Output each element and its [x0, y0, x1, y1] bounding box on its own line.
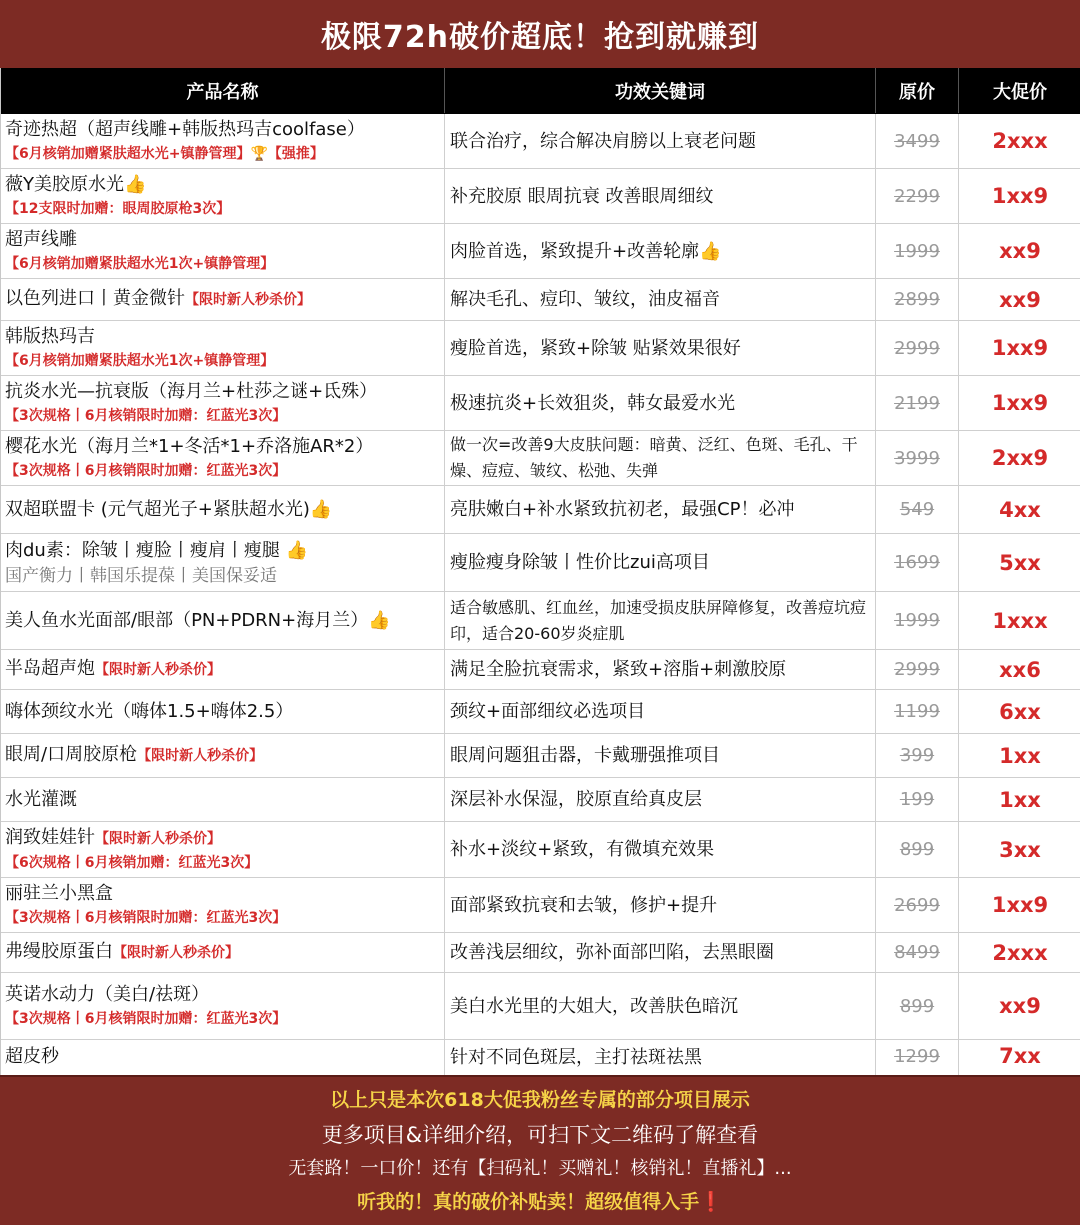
sale-price-cell — [959, 534, 1080, 591]
product-cell — [1, 592, 445, 649]
keywords-cell — [445, 486, 876, 533]
product-name: 樱花水光（海月兰*1+冬活*1+乔洛施AR*2） — [5, 436, 374, 457]
original-price-cell — [876, 690, 959, 733]
product-cell — [1, 822, 445, 877]
keywords-cell — [445, 534, 876, 591]
product-name: 薇Y美胶原水光👍 — [5, 174, 147, 195]
table-row — [1, 376, 1080, 431]
product-promo: 【6月核销加赠紧肤超水光+镇静管理】🏆【强推】 — [5, 146, 324, 162]
sale-price: xx9 — [999, 994, 1041, 1018]
sale-price-cell — [959, 169, 1080, 223]
sale-price: 2xx9 — [991, 446, 1049, 470]
product-cell — [1, 169, 445, 223]
product-cell — [1, 933, 445, 972]
product-cell — [1, 878, 445, 932]
sale-price: 5xx — [999, 550, 1041, 575]
table-row — [1, 431, 1080, 486]
keywords-cell — [445, 878, 876, 932]
keywords-cell — [445, 690, 876, 733]
original-price-cell — [876, 650, 959, 689]
product-name: 奇迹热超（超声线雕+韩版热玛吉coolfase） — [5, 119, 365, 140]
original-price: 399 — [899, 745, 935, 766]
sale-price-cell — [959, 431, 1080, 485]
sale-price: 1xx9 — [991, 893, 1049, 917]
product-cell — [1, 1040, 445, 1075]
header-sale-price: 大促价 — [993, 81, 1047, 103]
table-header — [1, 68, 1080, 114]
product-name-line — [5, 286, 440, 313]
keywords-cell — [445, 822, 876, 877]
product-name-line — [5, 939, 440, 966]
footer-line-3: 无套路！一口价！还有【扫码礼！买赠礼！核销礼！直播礼】... — [288, 1158, 792, 1179]
original-price: 3499 — [894, 130, 940, 152]
keywords-cell — [445, 734, 876, 777]
table-row — [1, 822, 1080, 878]
keywords-text: 亮肤嫩白+补水紧致抗初老，最强CP！必冲 — [450, 499, 795, 520]
sale-price: 2xxx — [992, 940, 1048, 965]
table-row — [1, 592, 1080, 650]
product-promo: 【3次规格丨6月核销限时加赠：红蓝光3次】 — [5, 463, 287, 479]
keywords-text: 做一次=改善9大皮肤问题：暗黄、泛红、色斑、毛孔、干燥、痘痘、皱纹、松弛、失弹 — [450, 435, 858, 480]
table-row — [1, 878, 1080, 933]
page-title-banner — [0, 0, 1080, 68]
product-cell — [1, 321, 445, 375]
sale-price: 1xx9 — [991, 336, 1049, 360]
footer-line-2: 更多项目&详细介绍，可扫下文二维码了解查看 — [321, 1123, 759, 1147]
original-price-cell — [876, 1040, 959, 1075]
product-promo: 【6月核销加赠紧肤超水光1次+镇静管理】 — [5, 256, 275, 272]
sale-price-cell — [959, 486, 1080, 533]
product-promo: 【3次规格丨6月核销限时加赠：红蓝光3次】 — [5, 408, 287, 424]
product-cell — [1, 778, 445, 821]
original-price-cell — [876, 822, 959, 877]
keywords-text: 眼周问题狙击器，卡戴珊强推项目 — [450, 745, 720, 766]
keywords-cell — [445, 592, 876, 649]
original-price-cell — [876, 734, 959, 777]
keywords-cell — [445, 321, 876, 375]
product-cell — [1, 224, 445, 278]
product-name: 抗炎水光—抗衰版（海月兰+杜莎之谜+氐殊） — [5, 381, 378, 402]
original-price: 8499 — [894, 942, 940, 963]
product-cell — [1, 650, 445, 689]
sale-price-cell — [959, 734, 1080, 777]
original-price-cell — [876, 169, 959, 223]
product-name: 眼周/口周胶原枪 — [5, 744, 138, 765]
table-row — [1, 1040, 1080, 1075]
table-row — [1, 321, 1080, 376]
product-cell — [1, 114, 445, 168]
product-cell — [1, 690, 445, 733]
keywords-text: 联合治疗，综合解决肩膀以上衰老问题 — [450, 130, 756, 152]
product-name: 以色列进口丨黄金微针 — [5, 288, 185, 309]
original-price-cell — [876, 778, 959, 821]
original-price: 2699 — [894, 894, 940, 916]
sale-price-cell — [959, 1040, 1080, 1075]
original-price-cell — [876, 224, 959, 278]
sale-price: 1xx — [999, 787, 1041, 812]
product-promo-inline: 【限时新人秒杀价】 — [95, 831, 221, 847]
original-price: 2199 — [894, 392, 940, 414]
keywords-cell — [445, 169, 876, 223]
sale-price-cell — [959, 778, 1080, 821]
original-price-cell — [876, 592, 959, 649]
original-price: 1999 — [894, 610, 940, 631]
product-promo: 【6月核销加赠紧肤超水光1次+镇静管理】 — [5, 353, 275, 369]
keywords-cell — [445, 1040, 876, 1075]
table-row — [1, 486, 1080, 534]
product-brands: 国产衡力丨韩国乐提葆丨美国保妥适 — [5, 565, 277, 586]
keywords-text: 补水+淡纹+紧致，有微填充效果 — [450, 839, 715, 860]
product-name: 弗缦胶原蛋白 — [5, 941, 113, 962]
product-name: 双超联盟卡 (元气超光子+紧肤超水光)👍 — [5, 498, 333, 520]
sale-price-cell — [959, 592, 1080, 649]
original-price-cell — [876, 279, 959, 320]
sale-price: 3xx — [999, 837, 1041, 862]
original-price-cell — [876, 376, 959, 430]
original-price: 199 — [899, 789, 935, 810]
original-price: 2999 — [894, 659, 940, 680]
page-title: 极限72h破价超底！抢到就赚到 — [320, 20, 760, 55]
original-price: 2999 — [894, 337, 940, 359]
sale-price-cell — [959, 224, 1080, 278]
original-price: 899 — [899, 839, 935, 860]
sale-price: 1xx9 — [991, 184, 1049, 208]
keywords-text: 深层补水保湿，胶原直给真皮层 — [450, 789, 702, 810]
header-product-name: 产品名称 — [1, 68, 445, 113]
original-price-cell — [876, 486, 959, 533]
table-row — [1, 734, 1080, 778]
product-name: 美人鱼水光面部/眼部（PN+PDRN+海月兰）👍 — [5, 609, 391, 631]
product-cell — [1, 534, 445, 591]
keywords-cell — [445, 376, 876, 430]
product-cell — [1, 279, 445, 320]
product-promo: 【12支限时加赠：眼周胶原枪3次】 — [5, 201, 231, 217]
product-name-line — [5, 656, 440, 683]
product-name: 嗨体颈纹水光（嗨体1.5+嗨体2.5） — [5, 700, 294, 722]
original-price-cell — [876, 878, 959, 932]
sale-price: 1xxx — [992, 608, 1048, 633]
sale-price: 4xx — [999, 497, 1041, 522]
original-price-cell — [876, 933, 959, 972]
sale-price: 1xx9 — [991, 391, 1049, 415]
product-promo: 【3次规格丨6月核销限时加赠：红蓝光3次】 — [5, 1011, 287, 1027]
sale-price: xx6 — [999, 657, 1041, 682]
keywords-text: 针对不同色斑层，主打祛斑祛黑 — [450, 1047, 702, 1068]
keywords-text: 瘦脸首选，紧致+除皱 贴紧效果很好 — [450, 337, 741, 359]
product-name: 英诺水动力（美白/祛斑） — [5, 984, 210, 1005]
sale-price-cell — [959, 279, 1080, 320]
product-name: 超皮秒 — [5, 1046, 59, 1067]
sale-price-cell — [959, 321, 1080, 375]
sale-price: 6xx — [999, 699, 1041, 724]
header-original-price: 原价 — [876, 68, 959, 113]
product-name: 水光灌溉 — [5, 788, 77, 810]
table-row — [1, 169, 1080, 224]
sale-price-cell — [959, 822, 1080, 877]
sale-price-cell — [959, 973, 1080, 1039]
sale-price: xx9 — [999, 239, 1041, 263]
product-cell — [1, 486, 445, 533]
keywords-text: 解决毛孔、痘印、皱纹，油皮福音 — [450, 289, 720, 310]
sale-price-cell — [959, 114, 1080, 168]
keywords-cell — [445, 279, 876, 320]
original-price: 2899 — [894, 289, 940, 310]
keywords-text: 改善浅层细纹，弥补面部凹陷，去黑眼圈 — [450, 942, 774, 963]
original-price: 1299 — [894, 1046, 940, 1067]
price-table — [0, 68, 1080, 1075]
product-promo: 【6次规格丨6月核销加赠：红蓝光3次】 — [5, 855, 259, 871]
product-name-line — [5, 825, 440, 852]
promo-footer — [0, 1075, 1080, 1225]
sale-price-cell — [959, 650, 1080, 689]
keywords-cell — [445, 650, 876, 689]
header-keywords: 功效关键词 — [445, 68, 876, 113]
product-cell — [1, 376, 445, 430]
keywords-text: 面部紧致抗衰和去皱，修护+提升 — [450, 894, 718, 916]
product-name: 超声线雕 — [5, 229, 77, 250]
table-row — [1, 224, 1080, 279]
product-cell — [1, 973, 445, 1039]
original-price-cell — [876, 114, 959, 168]
footer-line-1: 以上只是本次618大促我粉丝专属的部分项目展示 — [330, 1089, 750, 1111]
table-row — [1, 973, 1080, 1040]
product-name: 韩版热玛吉 — [5, 326, 95, 347]
original-price-cell — [876, 321, 959, 375]
footer-line-4: 听我的！真的破价补贴卖！超级值得入手❗ — [357, 1191, 723, 1213]
original-price: 899 — [899, 995, 935, 1017]
keywords-text: 极速抗炎+长效狙炎，韩女最爱水光 — [450, 392, 736, 414]
keywords-text: 补充胶原 眼周抗衰 改善眼周细纹 — [450, 185, 714, 207]
product-name: 丽驻兰小黑盒 — [5, 883, 113, 904]
original-price: 1699 — [894, 552, 940, 573]
table-row — [1, 933, 1080, 973]
product-cell — [1, 734, 445, 777]
original-price: 2299 — [894, 185, 940, 207]
product-name-line — [5, 742, 440, 769]
sale-price-cell — [959, 878, 1080, 932]
original-price-cell — [876, 534, 959, 591]
sale-price: 1xx — [999, 743, 1041, 768]
keywords-text: 满足全脸抗衰需求，紧致+溶脂+刺激胶原 — [450, 659, 787, 680]
product-name: 润致娃娃针 — [5, 827, 95, 848]
product-promo-inline: 【限时新人秒杀价】 — [185, 292, 311, 308]
sale-price-cell — [959, 933, 1080, 972]
keywords-text: 美白水光里的大姐大，改善肤色暗沉 — [450, 995, 738, 1017]
keywords-text: 瘦脸瘦身除皱丨性价比zui高项目 — [450, 552, 710, 573]
table-row — [1, 534, 1080, 592]
original-price: 1999 — [894, 240, 940, 262]
keywords-cell — [445, 973, 876, 1039]
product-promo-inline: 【限时新人秒杀价】 — [137, 748, 264, 764]
product-promo-inline: 【限时新人秒杀价】 — [113, 945, 239, 961]
sale-price: 7xx — [999, 1044, 1041, 1068]
sale-price: 2xxx — [992, 129, 1048, 153]
product-cell — [1, 431, 445, 485]
table-row — [1, 778, 1080, 822]
original-price-cell — [876, 973, 959, 1039]
keywords-cell — [445, 778, 876, 821]
keywords-text: 适合敏感肌、红血丝，加速受损皮肤屏障修复，改善痘坑痘印，适合20-60岁炎症肌 — [450, 597, 867, 643]
product-name: 肉du素：除皱丨瘦脸丨瘦肩丨瘦腿 👍 — [5, 539, 308, 561]
keywords-text: 颈纹+面部细纹必选项目 — [450, 701, 646, 722]
sale-price-cell — [959, 690, 1080, 733]
sale-price: xx9 — [999, 287, 1041, 312]
keywords-text: 肉脸首选，紧致提升+改善轮廓👍 — [450, 240, 722, 262]
original-price-cell — [876, 431, 959, 485]
product-promo-inline: 【限时新人秒杀价】 — [95, 662, 221, 678]
keywords-cell — [445, 114, 876, 168]
table-row — [1, 650, 1080, 690]
sale-price-cell — [959, 376, 1080, 430]
product-promo: 【3次规格丨6月核销限时加赠：红蓝光3次】 — [5, 910, 287, 926]
original-price: 549 — [899, 499, 935, 520]
table-row — [1, 690, 1080, 734]
table-row — [1, 279, 1080, 321]
table-row — [1, 114, 1080, 169]
keywords-cell — [445, 933, 876, 972]
keywords-cell — [445, 431, 876, 485]
product-name: 半岛超声炮 — [5, 658, 95, 679]
keywords-cell — [445, 224, 876, 278]
original-price: 1199 — [894, 701, 940, 722]
original-price: 3999 — [894, 447, 940, 469]
